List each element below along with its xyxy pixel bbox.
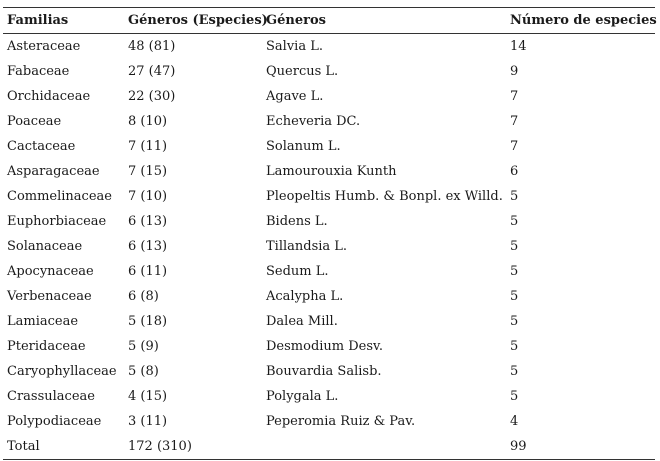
- cell-familia: Total: [3, 434, 124, 460]
- table-row: [3, 359, 655, 384]
- table-row: [3, 409, 655, 434]
- cell-generos-especies: 27 (47): [128, 64, 176, 79]
- cell-familia: Solanaceae: [7, 239, 83, 254]
- cell-familia: Caryophyllaceae: [7, 364, 117, 379]
- cell-numero-especies: 5: [510, 339, 519, 354]
- species-table: [3, 7, 655, 460]
- cell-generos-especies: 48 (81): [128, 39, 176, 54]
- cell-generos-especies: 5 (9): [128, 339, 159, 354]
- table-row: [3, 34, 655, 60]
- cell-numero-especies: 7: [510, 89, 519, 104]
- cell-genero: Bouvardia Salisb.: [266, 364, 382, 379]
- table-row: [3, 84, 655, 109]
- table-header: [3, 8, 655, 34]
- cell-familia: Verbenaceae: [7, 289, 92, 304]
- cell-numero-especies: 5: [510, 389, 519, 404]
- cell-generos-especies: 5 (18): [128, 314, 168, 329]
- cell-generos-especies: 5 (8): [128, 364, 159, 379]
- header-familias: Familias: [3, 8, 124, 34]
- cell-generos-especies: 6 (13): [128, 239, 168, 254]
- table-row: [3, 309, 655, 334]
- cell-familia: Crassulaceae: [7, 389, 95, 404]
- table-row: [3, 184, 655, 209]
- cell-genero: Bidens L.: [266, 214, 328, 229]
- cell-genero: Polygala L.: [266, 389, 339, 404]
- cell-numero-especies: 9: [510, 64, 519, 79]
- cell-genero: Salvia L.: [266, 39, 323, 54]
- cell-generos-especies: 3 (11): [128, 414, 168, 429]
- cell-familia: Orchidaceae: [7, 89, 91, 104]
- table-row: [3, 334, 655, 359]
- header-generos: Géneros: [262, 8, 506, 34]
- total-row: [3, 434, 655, 460]
- cell-familia: Lamiaceae: [7, 314, 79, 329]
- table-row: [3, 59, 655, 84]
- table-row: [3, 134, 655, 159]
- cell-numero-especies: 7: [510, 139, 519, 154]
- cell-genero: Quercus L.: [266, 64, 339, 79]
- cell-genero: Sedum L.: [266, 264, 329, 279]
- cell-genero: [262, 434, 506, 460]
- cell-familia: Fabaceae: [7, 64, 70, 79]
- cell-genero: Peperomia Ruiz & Pav.: [266, 414, 416, 429]
- cell-genero: Acalypha L.: [266, 289, 344, 304]
- cell-familia: Cactaceae: [7, 139, 76, 154]
- header-row: [3, 8, 655, 34]
- header-generos-especies: Géneros (Especies): [124, 8, 262, 34]
- cell-genero: Echeveria DC.: [266, 114, 361, 129]
- cell-familia: Euphorbiaceae: [7, 214, 107, 229]
- cell-numero-especies: 4: [510, 414, 519, 429]
- cell-generos-especies: 6 (13): [128, 214, 168, 229]
- table-row: [3, 284, 655, 309]
- cell-genero: Desmodium Desv.: [266, 339, 383, 354]
- table-row: [3, 259, 655, 284]
- cell-numero-especies: 5: [510, 364, 519, 379]
- cell-generos-especies: 4 (15): [128, 389, 168, 404]
- cell-generos-especies: 7 (15): [128, 164, 168, 179]
- cell-genero: Agave L.: [266, 89, 324, 104]
- cell-numero-especies: 5: [510, 189, 519, 204]
- cell-genero: Pleopeltis Humb. & Bonpl. ex Willd.: [266, 189, 503, 204]
- cell-familia: Apocynaceae: [7, 264, 94, 279]
- header-numero-especies: Número de especies: [506, 8, 655, 34]
- cell-numero-especies: 14: [510, 39, 527, 54]
- cell-generos-especies: 172 (310): [124, 434, 262, 460]
- cell-numero-especies: 5: [510, 314, 519, 329]
- table-row: [3, 109, 655, 134]
- cell-familia: Pteridaceae: [7, 339, 86, 354]
- cell-generos-especies: 7 (11): [128, 139, 168, 154]
- cell-familia: Commelinaceae: [7, 189, 112, 204]
- table-row: [3, 159, 655, 184]
- cell-generos-especies: 6 (11): [128, 264, 168, 279]
- cell-generos-especies: 7 (10): [128, 189, 168, 204]
- cell-genero: Lamourouxia Kunth: [266, 164, 397, 179]
- table-row: [3, 384, 655, 409]
- cell-numero-especies: 99: [506, 434, 655, 460]
- cell-numero-especies: 5: [510, 239, 519, 254]
- cell-numero-especies: 7: [510, 114, 519, 129]
- cell-genero: Solanum L.: [266, 139, 341, 154]
- cell-numero-especies: 5: [510, 289, 519, 304]
- cell-generos-especies: 8 (10): [128, 114, 168, 129]
- cell-genero: Tillandsia L.: [266, 239, 348, 254]
- cell-numero-especies: 5: [510, 264, 519, 279]
- cell-genero: Dalea Mill.: [266, 314, 338, 329]
- cell-generos-especies: 6 (8): [128, 289, 159, 304]
- table-row: [3, 234, 655, 259]
- cell-familia: Polypodiaceae: [7, 414, 102, 429]
- table-body: [3, 34, 655, 460]
- table-row: [3, 209, 655, 234]
- cell-numero-especies: 6: [510, 164, 519, 179]
- cell-generos-especies: 22 (30): [128, 89, 176, 104]
- cell-familia: Asparagaceae: [7, 164, 100, 179]
- cell-familia: Poaceae: [7, 114, 62, 129]
- cell-familia: Asteraceae: [7, 39, 81, 54]
- cell-numero-especies: 5: [510, 214, 519, 229]
